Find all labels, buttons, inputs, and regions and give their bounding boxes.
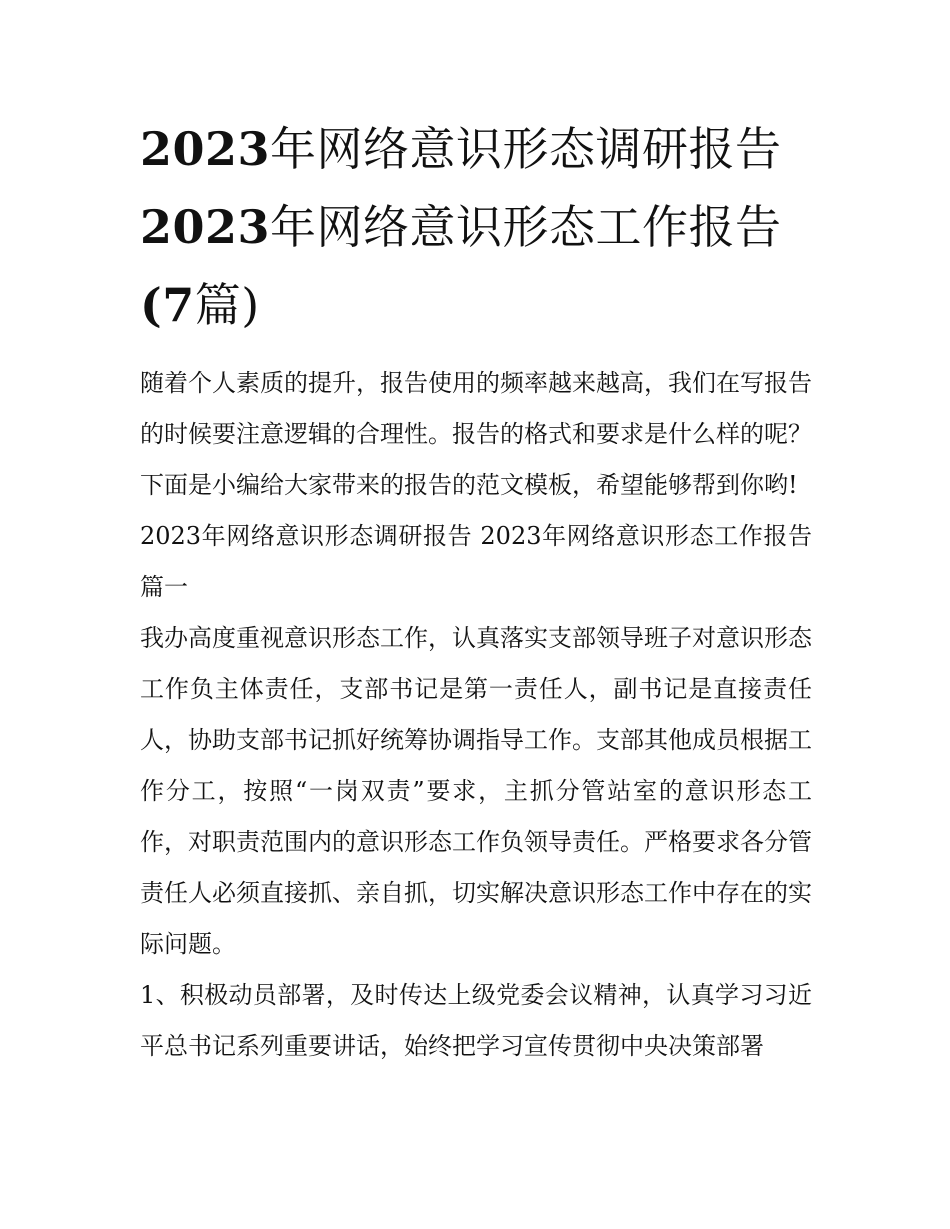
- intro-paragraph: 随着个人素质的提升，报告使用的频率越来越高，我们在写报告的时候要注意逻辑的合理性。报告的格式和要求是什么样的呢？下面是小编给大家带来的报告的范文模板，希望能够帮到你哟!: [140, 369, 812, 499]
- body-paragraph: 我办高度重视意识形态工作，认真落实支部领导班子对意识形态工作负主体责任，支部书记是第一责任人，副书记是直接责任人，协助支部书记抓好统筹协调指导工作。支部其他成员根据工作分工，按照“一岗双责”要求，主抓分管站室的意识形态工作，对职责范围内的意识形态工作负领导责任。严格要求各分管责任人必须直接抓、亲自抓，切实解决意识形态工作中存在的实际问题。: [140, 624, 812, 958]
- title-year-2: 2023: [140, 200, 271, 254]
- numbered-paragraph: 1、积极动员部署，及时传达上级党委会议精神，认真学习习近平总书记系列重要讲话，始终把学习宣传贯彻中央决策部署: [140, 981, 812, 1060]
- title-text-2: 年网络意识形态工作报告: [270, 200, 782, 254]
- document-body: [140, 358, 812, 1072]
- title-year-1: 2023: [140, 122, 271, 176]
- title-count: (7: [140, 278, 195, 332]
- document-title: [140, 110, 812, 344]
- section-heading: 2023年网络意识形态调研报告 2023年网络意识形态工作报告篇一: [140, 522, 812, 601]
- document-page: [140, 110, 812, 1072]
- title-text-1: 年网络意识形态调研报告: [270, 122, 782, 176]
- title-count-suffix: 篇): [194, 278, 260, 332]
